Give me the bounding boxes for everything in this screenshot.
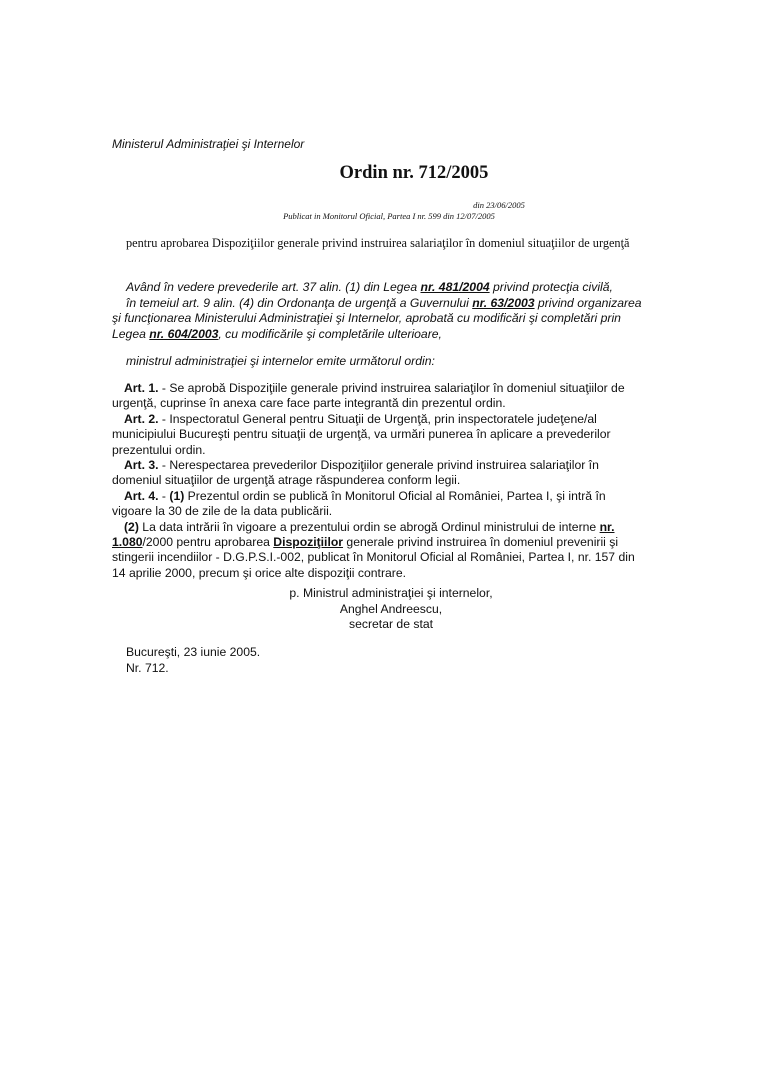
article-2-label: Art. 2. <box>124 411 159 426</box>
emits-statement: ministrul administraţiei şi internelor emite următorul ordin: <box>126 354 435 368</box>
document-title: Ordin nr. 712/2005 <box>339 163 489 183</box>
issue-date: din 23/06/2005 <box>473 200 525 210</box>
dispositions-link[interactable]: Dispoziţiilor <box>273 535 344 550</box>
article-2: Art. 2. - Inspectoratul General pentru Situaţii de Urgenţă, prin inspectoratele judeţene/al municipiului Bucureşti pentru situaţii de urgenţă, va urmări punerea în aplicare a prevederilor prezentului ordin. <box>112 411 611 457</box>
consideration-1: Având în vedere prevederile art. 37 alin. (1) din Legea nr. 481/2004 privind protecţia civilă, <box>126 280 613 294</box>
signature-role: secretar de stat <box>349 617 433 632</box>
law-link-604[interactable]: nr. 604/2003 <box>149 326 219 341</box>
article-4-paragraph-2: (2) La data intrării în vigoare a prezentului ordin se abrogă Ordinul ministrului de interne nr. 1.080/2000 pentru aprobarea Dispoziţiilor generale privind instruirea în domeniul prevenirii şi stingerii incendiilor - D.G.P.S.I.-002, publicat în Monitorul Oficial al României, Partea I, nr. 157 din 14 aprilie 2000, precum şi orice alte dispoziţii contrare. <box>112 519 635 580</box>
ordinance-link-63[interactable]: nr. 63/2003 <box>472 295 535 310</box>
consideration-2: în temeiul art. 9 alin. (4) din Ordonanţa de urgenţă a Guvernului nr. 63/2003 privind organizarea şi funcţionarea Ministerului Administraţiei şi Internelor, aprobată cu modificări şi completări prin Legea nr. 604/2003, cu modificările şi completările ulterioare, <box>112 295 642 341</box>
article-3: Art. 3. - Nerespectarea prevederilor Dispoziţiilor generale privind instruirea salariaţilor în domeniul situaţiilor de urgenţă atrage răspunderea conform legii. <box>112 458 599 488</box>
considerations <box>112 280 652 342</box>
article-1: Art. 1. - Se aprobă Dispoziţiile generale privind instruirea salariaţilor în domeniul situaţiilor de urgenţă, cuprinse în anexa care face parte integrantă din prezentul ordin. <box>112 381 625 411</box>
signature-block <box>0 586 768 633</box>
order-number: Nr. 712. <box>126 660 169 675</box>
signature-name: Anghel Andreescu, <box>339 601 443 616</box>
article-1-label: Art. 1. <box>124 381 159 395</box>
order-purpose: pentru aprobarea Dispoziţiilor generale privind instruirea salariaţilor în domeniul situaţiilor de urgenţă <box>126 236 630 250</box>
articles <box>112 381 646 581</box>
publication-info: Publicat in Monitorul Oficial, Partea I nr. 599 din 12/07/2005 <box>283 211 495 221</box>
law-link-481[interactable]: nr. 481/2004 <box>420 280 490 294</box>
order-link-1080[interactable]: nr. 1.080 <box>112 519 615 550</box>
article-4-label: Art. 4. <box>124 488 159 503</box>
footer <box>126 645 260 676</box>
ministry-name: Ministerul Administraţiei şi Internelor <box>112 137 305 151</box>
article-3-label: Art. 3. <box>124 458 159 473</box>
place-date: Bucureşti, 23 iunie 2005. <box>126 645 261 659</box>
article-4: Art. 4. - (1) Prezentul ordin se publică în Monitorul Oficial al României, Partea I, şi intră în vigoare la 30 de zile de la data publicării. <box>112 488 606 519</box>
signature-line-1: p. Ministrul administraţiei şi internelor, <box>289 586 493 600</box>
